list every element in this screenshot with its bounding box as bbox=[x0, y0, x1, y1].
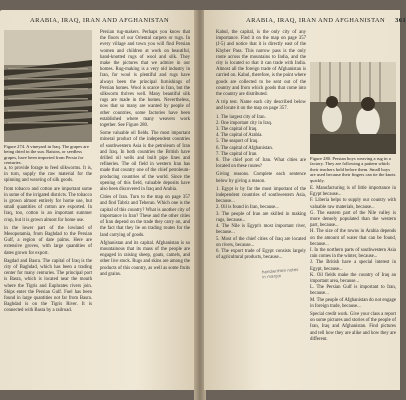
right-col1-item: 5. The seaport of Iraq. bbox=[216, 139, 259, 145]
right-test-item: 5. Most of the chief cities of Iraq are located on rivers, because... bbox=[216, 236, 306, 248]
left-col2-para: Cities of Iran. Turn to the map on page 357 and find Tabriz and Teheran. Which one is the capital of this country? What is another city of importance in Iran? These and the other cities of Iran depend on the trade they carry on, and the fact that they lie on trading routes for the land carrying of goods. bbox=[100, 195, 190, 238]
rug-weaving-image bbox=[310, 62, 396, 154]
left-col2-para: Persian rug-makers. Perhaps you know that the floors of our Oriental carpets or rugs. In every village and town you will find Persian women and children at work on beautiful, hand-knotted rugs of wool and silk. They make the pictures that we admire in our homes. Rug-making is a very old industry in Iran, for wool is plentiful and rugs have always been the principal furnishings of Persian homes. Wool is scarce in Iran, but the silkworm thrives well. Many beautiful silk rugs are made in the homes. Nevertheless, now that so many are wanted by people of other countries, some factories have been established where many weavers work together. See Figure 280. bbox=[100, 30, 190, 129]
right-col2-item: G. The eastern part of the Nile valley is more densely populated than the western part, because... bbox=[310, 210, 396, 229]
left-col-2 bbox=[100, 30, 190, 280]
right-col-2 bbox=[310, 186, 396, 345]
right-test-item: 2. Oil is found in Iran, because... bbox=[216, 205, 279, 211]
right-col1-item: 1. The largest city of Iran. bbox=[216, 114, 266, 120]
rug-weaving-caption: Figure 280. Persian boys weaving a rug in a factory. They are following a pattern which their teachers hold before them. Small boys are used because their fingers can tie the knots quickly. bbox=[310, 156, 396, 183]
left-col1-para: a, to provide forage to feed silkworms. It is, in turn, supply the raw material for the spinning and weaving of silk goods. bbox=[4, 166, 92, 184]
right-col2-item: J. The British have a special interest in Egypt, because... bbox=[310, 260, 396, 272]
right-col2-item: E. Manufacturing is of little importance in Egypt because... bbox=[310, 186, 396, 198]
right-col2-item: L. The Persian Gulf is important to Iran, because... bbox=[310, 285, 396, 297]
right-test-para: Giving reasons. Complete each sentence below by giving a reason. bbox=[216, 172, 306, 184]
rug-weaving-photo bbox=[310, 62, 396, 154]
right-col-1 bbox=[216, 30, 306, 261]
page-number: 361 bbox=[395, 17, 406, 24]
right-col1-item: 6. The capital of Afghanistan. bbox=[216, 145, 273, 151]
left-col2-para: Some valuable oil fields. The most important mineral product of the independent countries of southwestern Asia is the petroleum of Iran and Iraq. In both countries the British have drilled oil wells and built pipe lines and refineries. The oil field in western Iran has made that country one of the chief petroleum-producing countries of the world. Since the opening of this field, valuable deposits have also been discovered in Iraq and Arabia. bbox=[100, 131, 190, 193]
right-test-item: 1. Egypt is by far the most important of the independent countries of southwestern Asia, because... bbox=[216, 186, 306, 205]
right-col1-item: 8. The chief port of Iran. What cities are located on these routes? bbox=[216, 158, 306, 170]
right-col1-para: A trip test. Name each city described below and locate it on the map on page 357. bbox=[216, 100, 306, 112]
vineyard-caption: Figure 274. A vineyard in Iraq. The grapes are being dried in the sun. Raisins, or seedless grapes, have been imported from Persia for centuries. bbox=[4, 144, 89, 166]
right-page bbox=[204, 10, 406, 390]
right-page-header bbox=[246, 17, 406, 24]
left-col1-para: Bagdad and Basra. The capital of Iraq is the city of Baghdad, which has been a trading center for many centuries. The principal port is Basra, which is located near the mouth where the Tigris and Euphrates rivers join. Ships enter the Persian Gulf. Fuel has been found in large quantities not far from Basra. Baghdad is on the Tigris River. It is connected with Basra by a railroad. bbox=[4, 258, 92, 314]
right-col1-item: 3. The capital of Iraq. bbox=[216, 127, 258, 133]
right-col2-item: H. The size of the towns in Arabia depends on the amount of water that can be found, because... bbox=[310, 229, 396, 247]
right-col1-item: 4. The capital of Arabia. bbox=[216, 133, 263, 139]
left-page bbox=[0, 10, 196, 390]
open-book-spread bbox=[0, 10, 406, 400]
right-col2-item: M. The people of Afghanistan do not engage in foreign trade, because... bbox=[310, 297, 396, 309]
right-col1-item: 2. One important city in Iraq. bbox=[216, 120, 273, 126]
left-page-header: ARABIA, IRAQ, IRAN AND AFGHANISTAN bbox=[30, 17, 170, 24]
right-header-title: ARABIA, IRAQ, IRAN AND AFGHANISTAN bbox=[246, 17, 386, 24]
vineyard-photo bbox=[4, 30, 92, 142]
right-col2-para: Special credit work. Give your class a report on some pictures and stories of the people of Iran, Iraq and Afghanistan. Find pictures and tell how they are alike and how they are different. bbox=[310, 312, 396, 342]
right-col1-para: Kabul, the capital, is the only city of any importance. Find it on the map on page 357 (J-5) and notice that it is directly east of the Khyber Pass. This narrow pass is the only route across the mountains to India, and the city is located so that it can trade with India. Almost all the foreign trade of Afghanistan is carried on. Kabul, therefore, is the point where goods are collected to be sent out of the country and from which goods that come into the country are distributed. bbox=[216, 30, 306, 98]
vineyard-image bbox=[4, 30, 92, 142]
pencil-annotation: handwritten notes in margin bbox=[261, 266, 299, 280]
right-test-item: 6. The export trade of Egypt consists largely of agricultural products, because... bbox=[216, 248, 306, 261]
right-test-item: 4. The Nile is Egypt's most important river, because... bbox=[216, 224, 306, 236]
right-col1-item: 7. The capital of Iran. bbox=[216, 151, 258, 157]
left-col2-para: Afghanistan and its capital. Afghanistan is so mountainous that its mass of the people are engaged in raising sheep, goats, camels, and other live stock. Rugs and skins are among the products of this country, as well as some fruits and grains. bbox=[100, 240, 190, 277]
left-col1-para: from tobacco and cotton are important some in some of the irrigated districts. The tobacco is grown almost entirely for home use, but small quantities of cotton are exported. In Iraq, too, cotton is an important summer crop, but it is grown almost for home use. bbox=[4, 186, 92, 223]
right-col2-item: I. In the northern parts of southwestern Asia rain comes in the winter, because... bbox=[310, 248, 396, 260]
right-test-item: 3. The people of Iran are skilled in making rugs, because... bbox=[216, 211, 306, 223]
left-col1-para: in the lower part of the lowland of Mesopotamia, from Baghdad to the Persian Gulf, a region of date palms. Here are extensive groves, with large quantities of dates grown for export. bbox=[4, 225, 92, 256]
left-col-1 bbox=[4, 166, 92, 317]
right-col2-item: K. Oil fields make the country of Iraq an important area, because... bbox=[310, 272, 396, 285]
right-col2-item: F. Liberia helps to supply our country with valuable raw materials, because... bbox=[310, 198, 396, 210]
